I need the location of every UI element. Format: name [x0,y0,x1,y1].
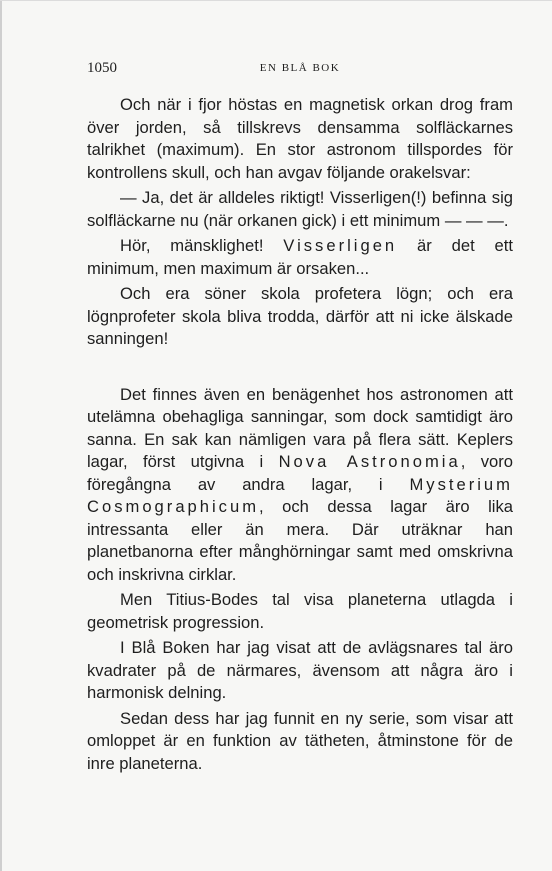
section-gap [87,354,513,384]
paragraph-5-part-2: , voro föregångna av andra lagar, i [87,452,513,494]
paragraph-6: Men Titius-Bodes tal visa planeterna utlagda i geometrisk progression. [87,590,513,632]
paragraph-3 [87,235,513,280]
body-text [87,94,513,778]
spaced-title-nova: Nova Astronomia [278,452,461,471]
page-number: 1050 [87,60,117,76]
paragraph-8: Sedan dess har jag funnit en ny serie, som visar att omloppet är en funktion av tätheten, åtminstone för de inre planeterna. [87,708,513,773]
paragraph-3-start: Hör, mänsklighet! [120,236,284,255]
spaced-title-mysterium: Mysterium Cosmographicum [87,474,513,516]
page-edge [0,0,2,871]
paragraph-5-part-1: Det finnes även en benägenhet hos astronomen att utelämna obehagliga sanningar, som dock samtidigt äro sanna. En sak kan nämligen vara på flera sätt. Keplers lagar, först utgivna i [87,384,513,471]
paragraph-1: Och när i fjor höstas en magnetisk orkan drog fram över jorden, så tillskrevs densamma solfläckarnes talrikhet (maximum). En stor astronom tillspordes för kontrollens skull, och han avgav följande orakelsvar: [87,95,513,182]
paragraph-5 [87,384,513,587]
paragraph-7: I Blå Boken har jag visat att de avlägsnares tal äro kvadrater på de närmares, ävensom att några äro i harmonisk delning. [87,638,513,702]
paragraph-3-end: är det ett minimum, men maximum är orsaken... [87,236,513,278]
page-header [87,60,513,80]
page-top-edge [0,0,552,1]
running-head: EN BLÅ BOK [259,62,341,74]
paragraph-2: — Ja, det är alldeles riktigt! Visserligen(!) befinna sig solfläckarne nu (när orkanen gick) i ett minimum — — —. [87,188,513,230]
paragraph-4: Och era söner skola profetera lögn; och era lögnprofeter skola bliva trodda, därför att ni icke älskade sanningen! [87,284,513,348]
spaced-word: Visserligen [283,236,398,255]
paragraph-5-part-3: , och dessa lagar äro lika intressanta eller än mera. Där uträknar han planetbanorna efter månghörningar samt med omskrivna och inskrivna cirklar. [87,497,513,584]
